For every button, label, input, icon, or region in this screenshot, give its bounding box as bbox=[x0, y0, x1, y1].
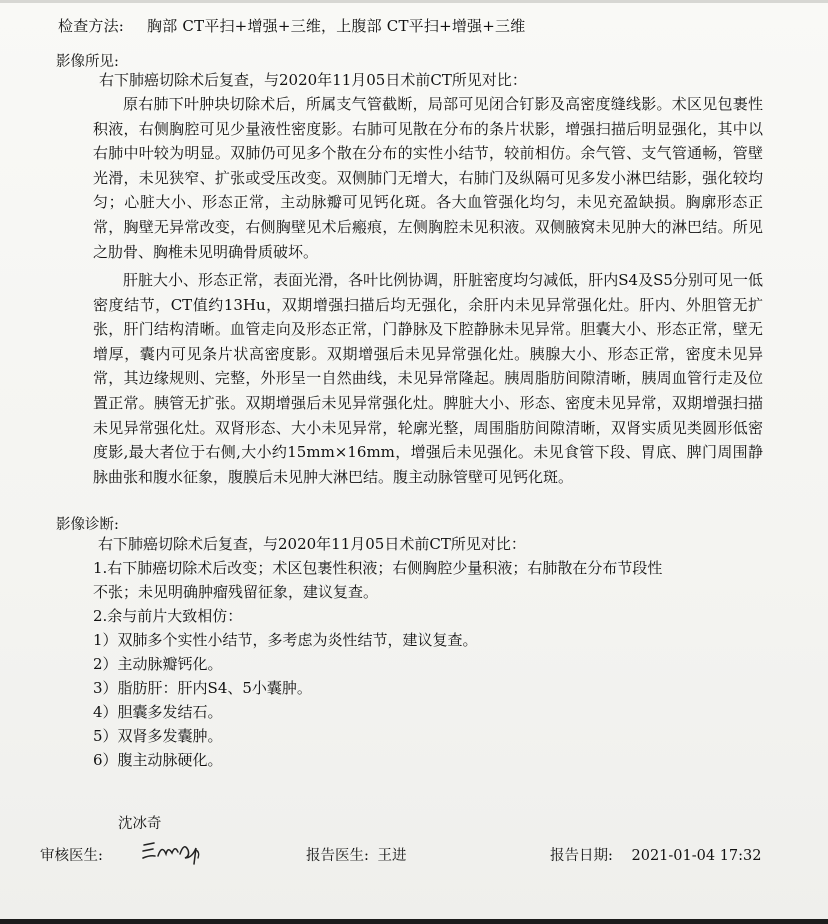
findings-intro: 右下肺癌切除术后复查，与2020年11月05日术前CT所见对比： bbox=[99, 71, 527, 89]
exam-method-label: 检查方法: bbox=[58, 17, 125, 35]
diagnosis-item1-line1: 1.右下肺癌切除术后改变；术区包裹性积液；右侧胸腔少量积液；右肺散在分布节段性 bbox=[93, 559, 663, 577]
reviewer-printed-name: 沈冰奇 bbox=[118, 816, 162, 832]
reviewer-signature-image bbox=[140, 836, 204, 866]
diagnosis-intro: 右下肺癌切除术后复查，与2020年11月05日术前CT所见对比： bbox=[98, 535, 526, 553]
reporter-row bbox=[306, 844, 407, 865]
findings-title: 影像所见: bbox=[56, 54, 119, 70]
findings-abdomen-paragraph: 肝脏大小、形态正常，表面光滑，各叶比例协调，肝脏密度均匀减低，肝内S4及S5分别可见一低密度结节，CT值约13Hu，双期增强扫描后均无强化，余肝内未见异常强化灶。肝内、外胆管无扩张，肝门结构清晰。血管走向及形态正常，门静脉及下腔静脉未见异常。胆囊大小、形态正常，壁无增厚，囊内可见条片状高密度影。双期增强后未见异常强化灶。胰腺大小、形态正常，密度未见异常，其边缘规则、完整，外形呈一自然曲线，未见异常隆起。胰周脂肪间隙清晰，胰周血管行走及位置正常。胰管无扩张。双期增强后未见异常强化灶。脾脏大小、形态、密度未见异常，双期增强扫描未见异常强化灶。双肾形态、大小未见异常，轮廓光整，周围脂肪间隙清晰，双肾实质见类圆形低密度影,最大者位于右侧,大小约15mm×16mm，增强后未见强化。未见食管下段、胃底、脾门周围静脉曲张和腹水征象，腹膜后未见肿大淋巴结。腹主动脉管壁可见钙化斑。 bbox=[93, 271, 763, 486]
findings-chest-paragraph: 原右肺下叶肿块切除术后，所属支气管截断，局部可见闭合钉影及高密度缝线影。术区见包裹性积液，右侧胸腔可见少量液性密度影。右肺可见散在分布的条片状影，增强扫描后明显强化，其中以右肺中叶较为明显。双肺仍可见多个散在分布的实性小结节，较前相仿。余气管、支气管通畅，管壁光滑，未见狭窄、扩张或受压改变。双侧肺门无增大，右肺门及纵隔可见多发小淋巴结影，强化较均匀；心脏大小、形态正常，主动脉瓣可见钙化斑。各大血管强化均匀，未见充盈缺损。胸廓形态正常，胸壁无异常改变，右侧胸壁见术后瘢痕，左侧胸腔未见积液。双侧腋窝未见肿大的淋巴结。所见之肋骨、胸椎未见明确骨质破坏。 bbox=[93, 95, 763, 261]
reporter-label: 报告医生: bbox=[306, 848, 369, 864]
diagnosis-sub5: 5）双肾多发囊肿。 bbox=[93, 727, 223, 745]
diagnosis-sub4: 4）胆囊多发结石。 bbox=[93, 703, 223, 721]
diagnosis-sub1: 1）双肺多个实性小结节，多考虑为炎性结节，建议复查。 bbox=[93, 631, 478, 649]
diagnosis-item2: 2.余与前片大致相仿： bbox=[93, 607, 243, 625]
report-date-row bbox=[550, 844, 762, 865]
diagnosis-title: 影像诊断: bbox=[56, 517, 119, 533]
exam-method-row bbox=[58, 15, 525, 36]
bottom-edge-bar bbox=[0, 919, 828, 924]
diagnosis-sub2: 2）主动脉瓣钙化。 bbox=[93, 655, 223, 673]
top-divider bbox=[0, 0, 828, 3]
diagnosis-sub3: 3）脂肪肝：肝内S4、5小囊肿。 bbox=[93, 679, 312, 697]
diagnosis-item1-line2: 不张；未见明确肿瘤残留征象，建议复查。 bbox=[93, 583, 379, 601]
report-date-value: 2021-01-04 17:32 bbox=[631, 848, 762, 864]
report-date-label: 报告日期: bbox=[550, 848, 613, 864]
diagnosis-sub6: 6）腹主动脉硬化。 bbox=[93, 751, 223, 769]
reporter-name: 王进 bbox=[377, 848, 407, 864]
exam-method-value: 胸部 CT平扫+增强+三维，上腹部 CT平扫+增强+三维 bbox=[147, 17, 526, 35]
reviewer-label: 审核医生: bbox=[40, 848, 103, 864]
